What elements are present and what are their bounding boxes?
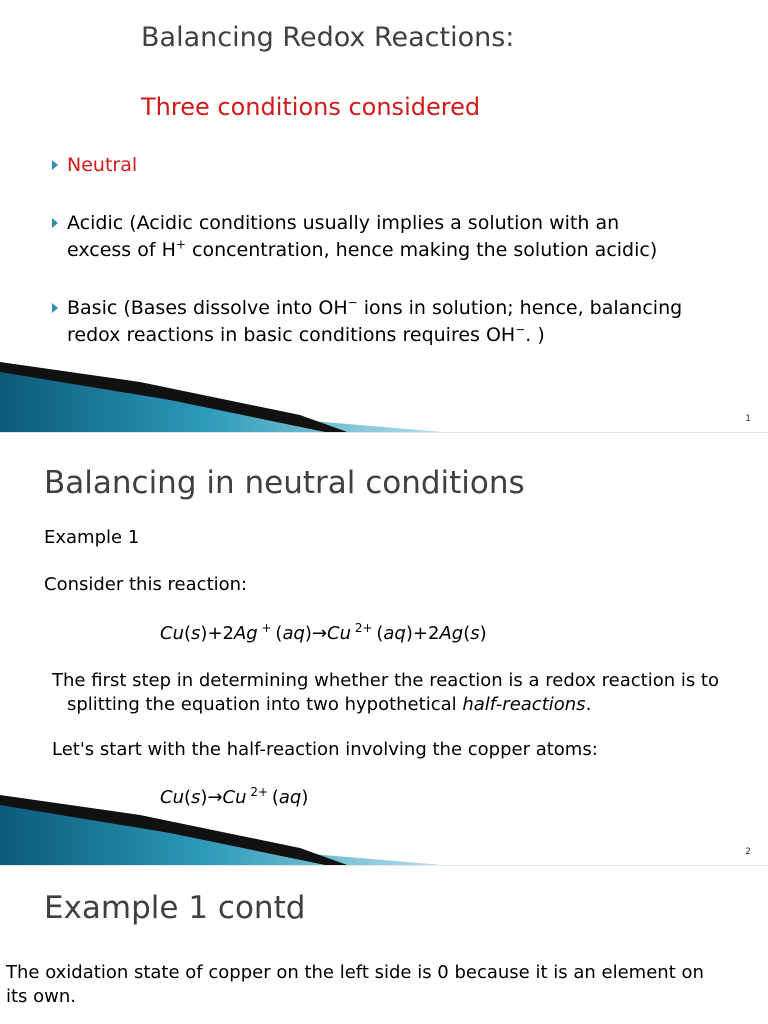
page-number: 1 — [745, 414, 751, 424]
eq-term: s — [191, 787, 201, 808]
superscript: − — [515, 322, 526, 337]
eq-term: aq — [282, 623, 305, 644]
eq-term: aq — [278, 787, 302, 808]
paragraph-first-step — [52, 669, 719, 717]
eq-term: Cu — [327, 623, 352, 644]
eq-charge: + — [257, 621, 276, 635]
bullet-arrow-icon — [52, 218, 58, 228]
decorative-swoosh — [0, 360, 768, 433]
reaction-equation: Cu(s)+2Ag + (aq)→Cu $^{2+}$ (aq)+2Ag(s) — [160, 621, 487, 644]
bullet-line: redox reactions in basic conditions requires OH — [67, 324, 516, 346]
bullet-line: concentration, hence making the solution acidic) — [185, 239, 658, 261]
bullet-text: Neutral — [67, 154, 138, 176]
eq-charge: 2+ — [351, 621, 377, 635]
bullet-neutral — [52, 152, 752, 179]
bullet-arrow-icon — [52, 303, 58, 313]
bullet-line: Acidic (Acidic conditions usually implies a solution with an — [67, 212, 620, 234]
eq-term: Ag — [439, 623, 464, 644]
bullet-line: . ) — [525, 324, 545, 346]
page-number: 2 — [745, 847, 751, 857]
bullet-text — [67, 210, 752, 264]
paragraph-oxidation — [6, 961, 704, 1009]
paragraph-line: its own. — [6, 986, 77, 1007]
bullet-line: ions in solution; hence, balancing — [357, 297, 683, 319]
eq-term: s — [470, 623, 480, 644]
superscript: + — [175, 237, 186, 252]
slide-1 — [0, 0, 768, 433]
eq-term: Cu — [160, 623, 184, 644]
bullet-line: Basic (Bases dissolve into OH — [67, 297, 348, 319]
half-reaction-equation: Cu(s)→Cu $^{2+}$ (aq) — [160, 785, 309, 808]
eq-arrow: → — [207, 787, 223, 808]
eq-term: Ag — [233, 623, 258, 644]
superscript: − — [347, 295, 358, 310]
paragraph-line: The first step in determining whether the reaction is a redox reaction is to — [52, 670, 720, 691]
bullet-basic — [52, 295, 752, 349]
eq-term: Cu — [222, 787, 247, 808]
bullet-acidic — [52, 210, 752, 264]
decorative-swoosh — [0, 793, 768, 866]
slide-2 — [0, 433, 768, 866]
slide-title: Balancing in neutral conditions — [44, 465, 525, 501]
eq-term: Cu — [160, 787, 184, 808]
eq-term: aq — [383, 623, 406, 644]
eq-term: +2 — [207, 623, 234, 644]
bullet-arrow-icon — [52, 160, 58, 170]
slide-subtitle: Three conditions considered — [141, 93, 481, 121]
paragraph-copper: Let's start with the half-reaction involving the copper atoms: — [52, 739, 598, 760]
paragraph-line: . — [585, 694, 592, 715]
paragraph-line: The oxidation state of copper on the left side is 0 because it is an element on — [6, 962, 704, 983]
bullet-line: excess of H — [67, 239, 176, 261]
eq-term: s — [191, 623, 201, 644]
eq-charge: 2+ — [246, 785, 272, 799]
slide-3 — [0, 866, 768, 1024]
italic-term: half-reactions — [462, 694, 586, 715]
example-heading: Example 1 — [44, 527, 140, 548]
paragraph-line: splitting the equation into two hypothetical — [67, 694, 463, 715]
eq-term: +2 — [412, 623, 440, 644]
slide-title: Example 1 contd — [44, 890, 306, 926]
bullet-text — [67, 295, 752, 349]
consider-text: Consider this reaction: — [44, 574, 248, 595]
slide-title: Balancing Redox Reactions: — [141, 22, 515, 53]
eq-arrow: → — [311, 623, 328, 644]
